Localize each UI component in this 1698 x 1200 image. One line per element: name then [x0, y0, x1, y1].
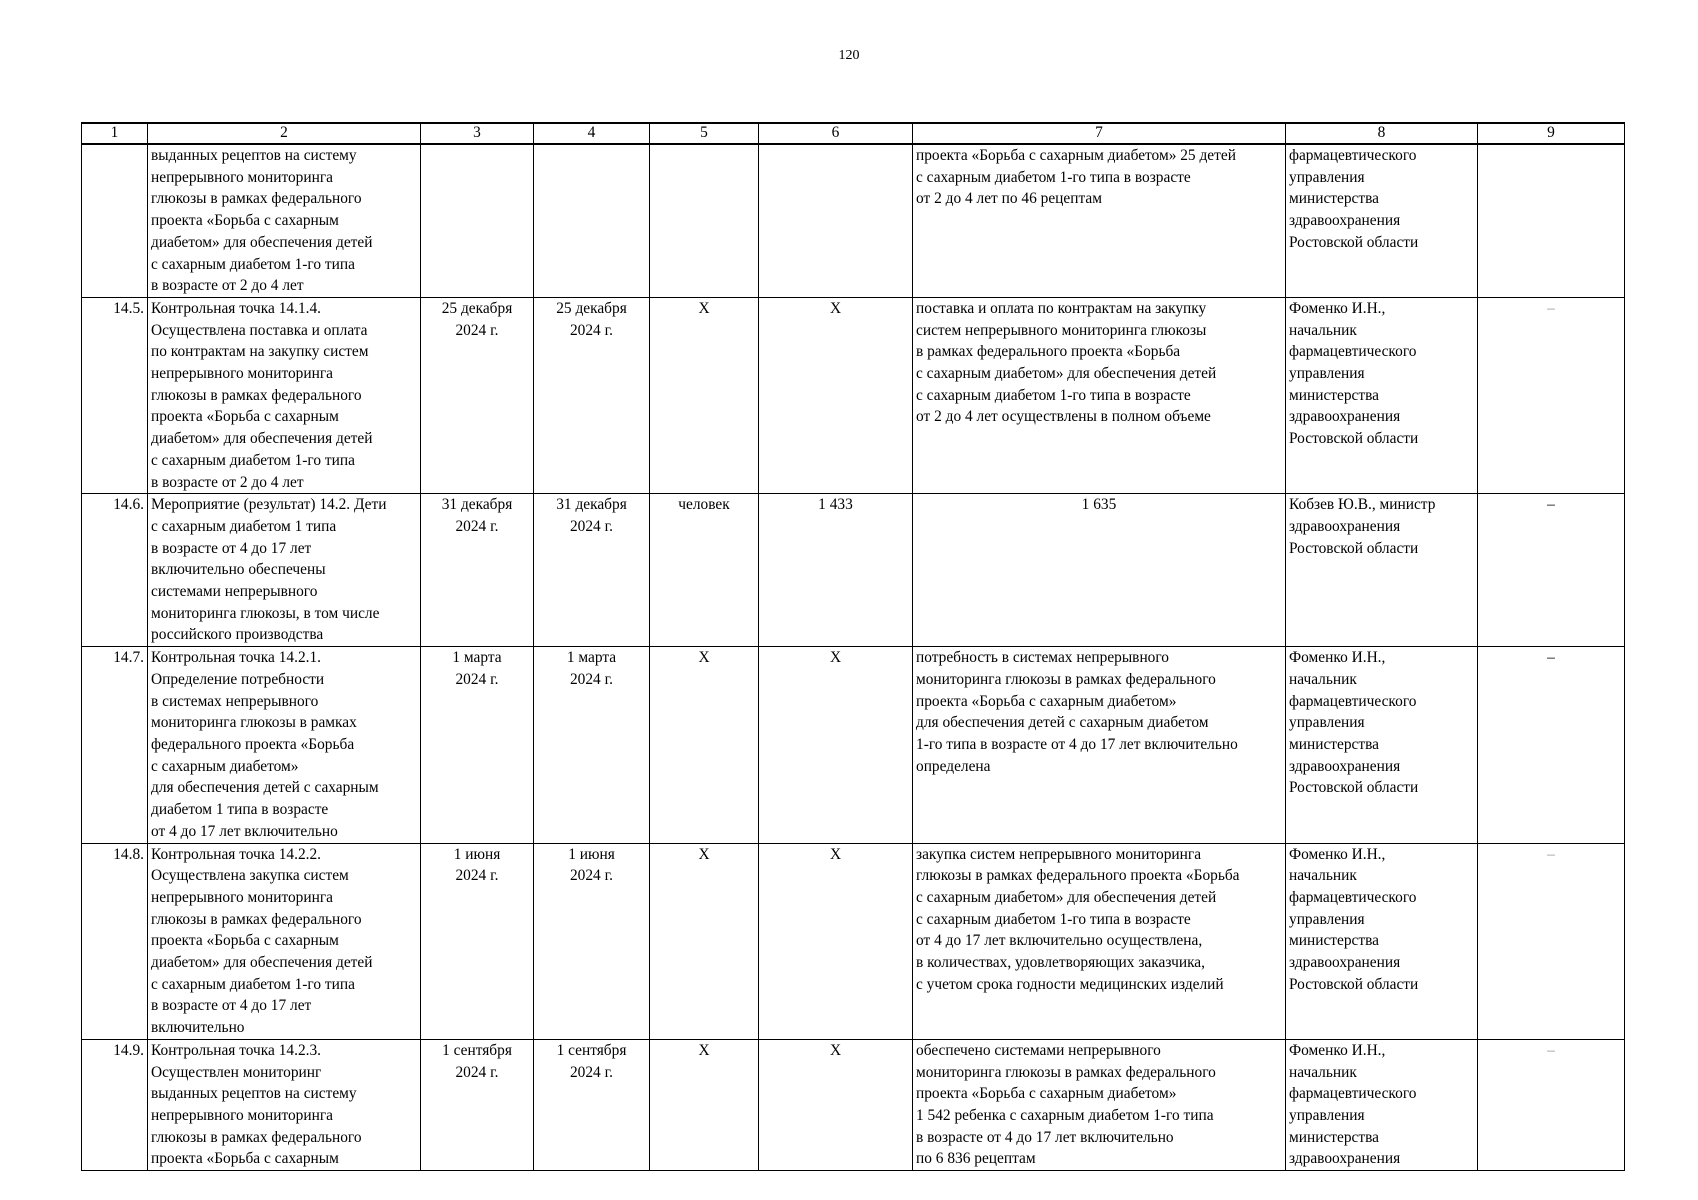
row-responsible: Фоменко И.Н., начальник фармацевтического управления министерства здравоохранения Ростовской области [1286, 297, 1478, 493]
row-description: Контрольная точка 14.1.4. Осуществлена поставка и оплата по контрактам на закупку систем непрерывного мониторинга глюкозы в рамках федерального проекта «Борьба с сахарным диабетом» для обеспечения детей с сахарным диабетом 1-го типа в возрасте от 2 до 4 лет [148, 297, 421, 493]
row-start-date: 1 сентября 2024 г. [421, 1039, 534, 1170]
row-value [759, 144, 913, 297]
row-unit: X [650, 647, 759, 843]
row-unit [650, 144, 759, 297]
row-result: обеспечено системами непрерывного мониторинга глюкозы в рамках федерального проекта «Борьба с сахарным диабетом» 1 542 ребенка с сахарным диабетом 1-го типа в возрасте от 4 до 17 лет включительно по 6 836 рецептам [913, 1039, 1286, 1170]
page-number: 120 [838, 48, 860, 63]
row-description: Контрольная точка 14.2.1. Определение потребности в системах непрерывного мониторинга глюкозы в рамках федерального проекта «Борьба с сахарным диабетом» для обеспечения детей с сахарным диабетом 1 типа в возрасте от 4 до 17 лет включительно [148, 647, 421, 843]
row-number: 14.7. [82, 647, 148, 843]
row-description: Контрольная точка 14.2.2. Осуществлена закупка систем непрерывного мониторинга глюкозы в рамках федерального проекта «Борьба с сахарным диабетом» для обеспечения детей с сахарным диабетом 1-го типа в возрасте от 4 до 17 лет включительно [148, 843, 421, 1039]
row-note [1478, 144, 1625, 297]
col-header-4: 4 [534, 123, 650, 144]
table-row [82, 843, 1625, 1039]
col-header-8: 8 [1286, 123, 1478, 144]
row-end-date: 31 декабря 2024 г. [534, 494, 650, 647]
table-row [82, 647, 1625, 843]
row-responsible: Фоменко И.Н., начальник фармацевтического управления министерства здравоохранения [1286, 1039, 1478, 1170]
col-header-6: 6 [759, 123, 913, 144]
row-unit: X [650, 1039, 759, 1170]
row-responsible: Фоменко И.Н., начальник фармацевтического управления министерства здравоохранения Ростовской области [1286, 647, 1478, 843]
table-row [82, 144, 1625, 297]
row-result: проекта «Борьба с сахарным диабетом» 25 детей с сахарным диабетом 1-го типа в возрасте от 2 до 4 лет по 46 рецептам [913, 144, 1286, 297]
row-number [82, 144, 148, 297]
row-result: закупка систем непрерывного мониторинга глюкозы в рамках федерального проекта «Борьба с сахарным диабетом» для обеспечения детей с сахарным диабетом 1-го типа в возрасте от 4 до 17 лет включительно осуществлена, в количествах, удовлетворяющих заказчика, с учетом срока годности медицинских изделий [913, 843, 1286, 1039]
row-result: потребность в системах непрерывного мониторинга глюкозы в рамках федерального проекта «Борьба с сахарным диабетом» для обеспечения детей с сахарным диабетом 1-го типа в возрасте от 4 до 17 лет включительно определена [913, 647, 1286, 843]
row-end-date: 1 июня 2024 г. [534, 843, 650, 1039]
row-description: Мероприятие (результат) 14.2. Дети с сахарным диабетом 1 типа в возрасте от 4 до 17 лет включительно обеспечены системами непрерывного мониторинга глюкозы, в том числе российского производства [148, 494, 421, 647]
col-header-3: 3 [421, 123, 534, 144]
row-start-date: 1 марта 2024 г. [421, 647, 534, 843]
col-header-5: 5 [650, 123, 759, 144]
row-note: – [1478, 647, 1625, 843]
col-header-2: 2 [148, 123, 421, 144]
header-row [82, 123, 1625, 144]
table-row [82, 297, 1625, 493]
table-row [82, 494, 1625, 647]
table-row [82, 1039, 1625, 1170]
row-responsible: Фоменко И.Н., начальник фармацевтического управления министерства здравоохранения Ростовской области [1286, 843, 1478, 1039]
row-description: выданных рецептов на систему непрерывного мониторинга глюкозы в рамках федерального проекта «Борьба с сахарным диабетом» для обеспечения детей с сахарным диабетом 1-го типа в возрасте от 2 до 4 лет [148, 144, 421, 297]
row-description: Контрольная точка 14.2.3. Осуществлен мониторинг выданных рецептов на систему непрерывного мониторинга глюкозы в рамках федерального проекта «Борьба с сахарным [148, 1039, 421, 1170]
row-note: – [1478, 494, 1625, 647]
row-value: X [759, 1039, 913, 1170]
row-end-date [534, 144, 650, 297]
row-responsible: Кобзев Ю.В., министр здравоохранения Ростовской области [1286, 494, 1478, 647]
row-number: 14.8. [82, 843, 148, 1039]
row-end-date: 1 сентября 2024 г. [534, 1039, 650, 1170]
row-start-date [421, 144, 534, 297]
row-number: 14.9. [82, 1039, 148, 1170]
col-header-1: 1 [82, 123, 148, 144]
row-start-date: 31 декабря 2024 г. [421, 494, 534, 647]
row-responsible: фармацевтического управления министерства здравоохранения Ростовской области [1286, 144, 1478, 297]
row-start-date: 1 июня 2024 г. [421, 843, 534, 1039]
row-end-date: 1 марта 2024 г. [534, 647, 650, 843]
row-unit: X [650, 297, 759, 493]
row-result: поставка и оплата по контрактам на закупку систем непрерывного мониторинга глюкозы в рамках федерального проекта «Борьба с сахарным диабетом» для обеспечения детей с сахарным диабетом 1-го типа в возрасте от 2 до 4 лет осуществлены в полном объеме [913, 297, 1286, 493]
row-end-date: 25 декабря 2024 г. [534, 297, 650, 493]
report-table [81, 122, 1625, 1171]
row-note: – [1478, 297, 1625, 493]
row-start-date: 25 декабря 2024 г. [421, 297, 534, 493]
row-number: 14.6. [82, 494, 148, 647]
row-note: – [1478, 843, 1625, 1039]
row-value: 1 433 [759, 494, 913, 647]
col-header-9: 9 [1478, 123, 1625, 144]
row-note: – [1478, 1039, 1625, 1170]
col-header-7: 7 [913, 123, 1286, 144]
row-value: X [759, 647, 913, 843]
row-value: X [759, 297, 913, 493]
row-value: X [759, 843, 913, 1039]
row-result: 1 635 [913, 494, 1286, 647]
row-unit: человек [650, 494, 759, 647]
row-number: 14.5. [82, 297, 148, 493]
row-unit: X [650, 843, 759, 1039]
